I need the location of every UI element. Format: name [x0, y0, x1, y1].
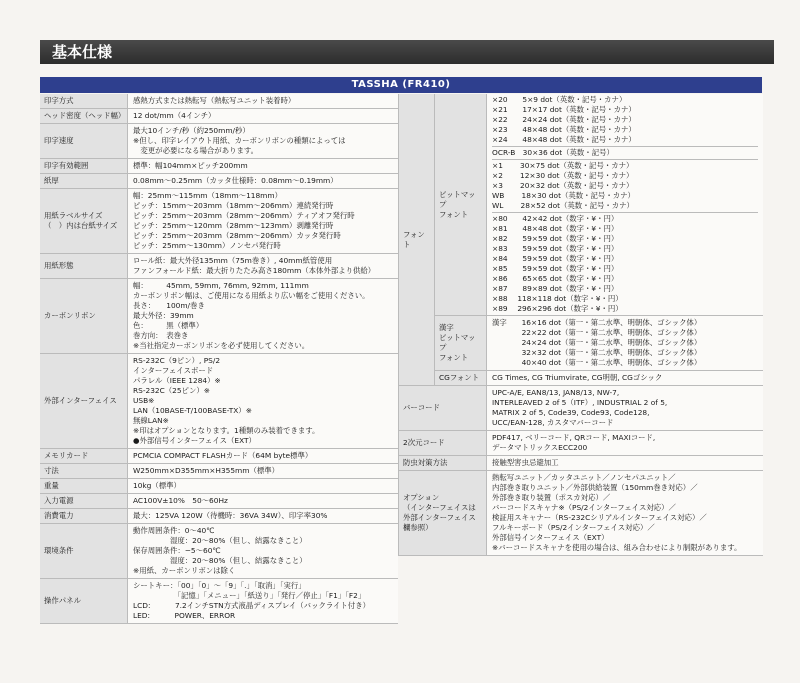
font-line: ×80 42×42 dot（数字・¥・円） [492, 214, 619, 223]
spec-value-line: ※用紙、カーボンリボンは除く [133, 566, 236, 575]
font-line: ×85 59×59 dot（数字・¥・円） [492, 264, 619, 273]
bitmap-group-numeric [492, 212, 758, 315]
spec-value-line: W250mm×D355mm×H355mm（標準） [133, 466, 280, 475]
kanji-line: 22×22 dot（第一・第二水準、明朝体、ゴシック体） [492, 328, 702, 337]
spec-label: 紙厚 [40, 174, 128, 188]
right-spec-value-line: MATRIX 2 of 5, Code39, Code93, Code128, [492, 408, 650, 417]
kanji-line: 漢字 16×16 dot（第一・第二水準、明朝体、ゴシック体） [492, 318, 702, 327]
kanji-line: 24×24 dot（第一・第二水準、明朝体、ゴシック体） [492, 338, 702, 347]
font-line: ×2 12×30 dot（英数・記号・カナ） [492, 171, 634, 180]
font-line: ×22 24×24 dot（英数・記号・カナ） [492, 115, 636, 124]
spec-value-line: ピッチ：25mm〜130mm）ノンセパ発行時 [133, 241, 281, 250]
spec-label: 用紙ラベルサイズ （ ）内は台紙サイズ [40, 189, 128, 253]
right-spec-value [487, 386, 763, 430]
font-line: ×86 65×65 dot（数字・¥・円） [492, 274, 619, 283]
spec-value-line: 幅：25mm〜115mm（18mm〜118mm） [133, 191, 282, 200]
spec-label: 印字有効範囲 [40, 159, 128, 173]
right-spec-label: 防虫対策方法 [399, 456, 487, 470]
spec-value [128, 159, 398, 173]
spec-value-line: ピッチ：15mm〜203mm（18mm〜206mm）連続発行時 [133, 201, 334, 210]
spec-value-line: LED: POWER、ERROR [133, 611, 236, 620]
font-line: OCR-B 30×36 dot（英数・記号） [492, 148, 614, 157]
spec-row [40, 109, 398, 124]
font-line: ×81 48×48 dot（数字・¥・円） [492, 224, 619, 233]
spec-value [128, 254, 398, 278]
spec-row [40, 524, 398, 579]
bitmap-font-section [435, 94, 763, 316]
spec-value [128, 189, 398, 253]
right-spec-value-line: フルキーボード（PS/2インターフェイス対応）／ [492, 523, 655, 532]
font-line: ×88 118×118 dot（数字・¥・円） [492, 294, 623, 303]
right-spec-table [398, 94, 763, 556]
kanji-line: 40×40 dot（第一・第二水準、明朝体、ゴシック体） [492, 358, 702, 367]
right-spec-label: オプション （インターフェイスは 外部インターフェイス 欄参照） [399, 471, 487, 555]
spec-value-line: 感熱方式または熱転写（熱転写ユニット装着時） [133, 96, 296, 105]
bitmap-font-label: ビットマップ フォント [435, 94, 487, 315]
spec-row [40, 94, 398, 109]
spec-value-line: 湿度：20〜80%（但し、結露なきこと） [133, 556, 307, 565]
right-spec-label: 2次元コード [399, 431, 487, 455]
spec-value-line: ※但し、印字レイアウト用紙、カーボンリボンの種類によっては [133, 136, 346, 145]
right-spec-value [487, 456, 763, 470]
spec-label: 消費電力 [40, 509, 128, 523]
left-spec-table [40, 94, 398, 624]
right-spec-value-line: 接触型害虫忌避加工 [492, 458, 559, 467]
right-spec-value-line: PDF417, ベリーコード, QRコード, MAXIコード, [492, 433, 656, 442]
spec-value-line: ●外部信号インターフェイス（EXT） [133, 436, 256, 445]
spec-label: 環境条件 [40, 524, 128, 578]
spec-value-line: ロール紙：最大外径135mm（75m巻き）, 40mm紙管使用 [133, 256, 333, 265]
spec-value-line: ※印はオプションとなります。1種類のみ装着できます。 [133, 426, 320, 435]
right-spec-value [487, 471, 763, 555]
spec-value [128, 354, 398, 448]
bitmap-group-2 [492, 159, 758, 212]
font-line: ×23 48×48 dot（英数・記号・カナ） [492, 125, 636, 134]
spec-value-line: 保存周囲条件：−5〜60℃ [133, 546, 221, 555]
spec-row [40, 189, 398, 254]
right-spec-row [399, 386, 763, 431]
spec-value-line: 0.08mm〜0.25mm（カッタ仕様時：0.08mm〜0.19mm） [133, 176, 338, 185]
right-spec-value-line: ※バーコードスキャナを使用の場合は、組み合わせにより制限があります。 [492, 543, 742, 552]
spec-label: カーボンリボン [40, 279, 128, 353]
spec-value [128, 279, 398, 353]
font-line: ×83 59×59 dot（数字・¥・円） [492, 244, 619, 253]
spec-value-line: 巻方向： 表巻き [133, 331, 189, 340]
spec-value-line: ファンフォールド紙：最大折りたたみ高さ180mm（本体外部より供給） [133, 266, 376, 275]
right-spec-value [487, 431, 763, 455]
right-spec-value-line: データマトリックスECC200 [492, 443, 588, 452]
spec-value-line: RS-232C（25ピン）※ [133, 386, 210, 395]
spec-label: 印字方式 [40, 94, 128, 108]
spec-value-line: ピッチ：25mm〜203mm（28mm〜206mm）ティアオフ発行時 [133, 211, 355, 220]
spec-value-line: AC100V±10% 50〜60Hz [133, 496, 228, 505]
spec-label: メモリカード [40, 449, 128, 463]
spec-row [40, 479, 398, 494]
kanji-font-values [487, 316, 763, 370]
font-line: ×24 48×48 dot（英数・記号・カナ） [492, 135, 636, 144]
cg-font-label: CGフォント [435, 371, 487, 385]
font-line: ×89 296×296 dot（数字・¥・円） [492, 304, 623, 313]
kanji-line: 32×32 dot（第一・第二水準、明朝体、ゴシック体） [492, 348, 702, 357]
spec-row [40, 579, 398, 624]
spec-value-line: 最大：125VA 120W（待機時：36VA 34W）、印字率30% [133, 511, 328, 520]
spec-value [128, 524, 398, 578]
spec-row [40, 159, 398, 174]
font-line: ×82 59×59 dot（数字・¥・円） [492, 234, 619, 243]
spec-value-line: 無線LAN※ [133, 416, 169, 425]
spec-value-line: シートキー：「00」「0」〜「9」「.」「取消」「実行」 [133, 581, 306, 590]
spec-value [128, 124, 398, 158]
spec-value-line: 色： 黒（標準） [133, 321, 204, 330]
font-line: ×84 59×59 dot（数字・¥・円） [492, 254, 619, 263]
spec-value-line: 標準：幅104mm×ピッチ200mm [133, 161, 248, 170]
bitmap-group-1 [492, 94, 758, 146]
font-line: WB 18×30 dot（英数・記号・カナ） [492, 191, 635, 200]
spec-value-line: LAN（10BASE-T/100BASE-TX）※ [133, 406, 252, 415]
spec-row [40, 354, 398, 449]
spec-label: 印字速度 [40, 124, 128, 158]
spec-value [128, 464, 398, 478]
spec-label: 寸法 [40, 464, 128, 478]
spec-value [128, 579, 398, 623]
spec-value-line: 最大10インチ/秒（約250mm/秒） [133, 126, 250, 135]
spec-row [40, 174, 398, 189]
kanji-font-label: 漢字 ビットマップ フォント [435, 316, 487, 370]
kanji-font-section [435, 316, 763, 371]
spec-value [128, 449, 398, 463]
right-spec-value-line: UCC/EAN-128, カスタマバーコード [492, 418, 614, 427]
spec-label: ヘッド密度（ヘッド幅） [40, 109, 128, 123]
spec-value [128, 479, 398, 493]
right-spec-value-line: UPC-A/E, EAN8/13, JAN8/13, NW-7, [492, 388, 620, 397]
font-section [399, 94, 763, 386]
font-line: WL 28×52 dot（英数・記号・カナ） [492, 201, 634, 210]
right-spec-value-line: 熱転写ユニット／カッタユニット／ノンセパユニット／ [492, 473, 676, 482]
spec-row [40, 494, 398, 509]
spec-value-line: ※当社指定カーボンリボンを必ず使用してください。 [133, 341, 310, 350]
spec-row [40, 464, 398, 479]
right-spec-value-line: 外部巻き取り装置（ポスカ対応）／ [492, 493, 611, 502]
spec-label: 入力電源 [40, 494, 128, 508]
bitmap-group-ocr [492, 146, 758, 159]
right-spec-row [399, 456, 763, 471]
right-spec-value-line: バーコードスキャナ※（PS/2インターフェイス対応）／ [492, 503, 676, 512]
spec-value-line: インターフェイスボード [133, 366, 214, 375]
spec-value-line: RS-232C（9ピン）, PS/2 [133, 356, 221, 365]
spec-value-line: 湿度：20〜80%（但し、結露なきこと） [133, 536, 307, 545]
spec-label: 用紙形態 [40, 254, 128, 278]
spec-value [128, 509, 398, 523]
spec-value-line: LCD: 7.2インチSTN方式液晶ディスプレイ（バックライト付き） [133, 601, 370, 610]
right-spec-row [399, 431, 763, 456]
spec-label: 外部インターフェイス [40, 354, 128, 448]
right-spec-value-line: 外部信号インターフェイス（EXT） [492, 533, 609, 542]
spec-value-line: パラレル（IEEE 1284）※ [133, 376, 221, 385]
spec-label: 操作パネル [40, 579, 128, 623]
right-spec-row [399, 471, 763, 556]
spec-row [40, 124, 398, 159]
right-spec-label: バーコード [399, 386, 487, 430]
model-header: TASSHA (FR410) [40, 77, 762, 93]
spec-value-line: 動作周囲条件：0〜40℃ [133, 526, 215, 535]
spec-value [128, 494, 398, 508]
font-line: ×87 89×89 dot（数字・¥・円） [492, 284, 619, 293]
page-title: 基本仕様 [40, 40, 774, 64]
right-spec-value-line: 内部巻き取りユニット／外部供給装置（150mm巻き対応）／ [492, 483, 698, 492]
font-label: フォント [399, 94, 435, 385]
font-line: ×3 20×32 dot（英数・記号・カナ） [492, 181, 634, 190]
spec-value-line: PCMCIA COMPACT FLASHカード（64M byte標準） [133, 451, 313, 460]
spec-value-line: 変更が必要になる場合があります。 [133, 146, 259, 155]
spec-row [40, 254, 398, 279]
spec-value [128, 109, 398, 123]
spec-value-line: カーボンリボン幅は、ご使用になる用紙より広い幅をご使用ください。 [133, 291, 370, 300]
spec-row [40, 509, 398, 524]
spec-value-line: ピッチ：25mm〜120mm（28mm〜123mm）剥離発行時 [133, 221, 334, 230]
cg-font-section [435, 371, 763, 385]
spec-value-line: 「記憶」「メニュー」「紙送り」「発行／停止」「F1」「F2」 [133, 591, 366, 600]
spec-value-line: 長さ： 100m/巻き [133, 301, 205, 310]
right-spec-value-line: 検証用スキャナー（RS-232Cシリアルインターフェイス対応）／ [492, 513, 707, 522]
spec-value-line: 10kg（標準） [133, 481, 181, 490]
spec-value-line: 最大外径：39mm [133, 311, 194, 320]
cg-font-value: CG Times, CG Triumvirate, CG明朝, CGゴシック [487, 371, 763, 385]
spec-value-line: ピッチ：25mm〜203mm（28mm〜206mm）カッタ発行時 [133, 231, 341, 240]
spec-row [40, 449, 398, 464]
font-line: ×1 30×75 dot（英数・記号・カナ） [492, 161, 634, 170]
spec-value [128, 94, 398, 108]
spec-value-line: 幅： 45mm, 59mm, 76mm, 92mm, 111mm [133, 281, 309, 290]
font-line: ×21 17×17 dot（英数・記号・カナ） [492, 105, 636, 114]
spec-value-line: USB※ [133, 396, 155, 405]
spec-value-line: 12 dot/mm（4インチ） [133, 111, 216, 120]
right-spec-value-line: INTERLEAVED 2 of 5（ITF）, INDUSTRIAL 2 of 5, [492, 398, 668, 407]
spec-label: 重量 [40, 479, 128, 493]
spec-row [40, 279, 398, 354]
font-line: ×20 5×9 dot（英数・記号・カナ） [492, 95, 627, 104]
spec-value [128, 174, 398, 188]
